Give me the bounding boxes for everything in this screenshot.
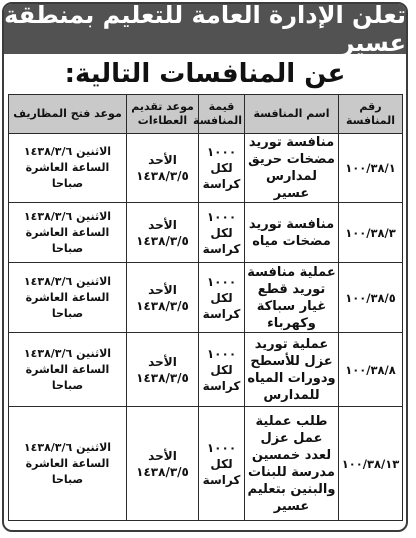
opening-date: الاثنين ١٤٣٨/٣/٦ الساعة العاشرة صباحا: [9, 203, 127, 263]
opening-date: الاثنين ١٤٣٨/٣/٦ الساعة العاشرة صباحا: [9, 333, 127, 407]
tender-name: عملية توريد عزل للأسطح ودورات المياه للمدارس: [245, 333, 339, 407]
table-row: [9, 407, 403, 521]
column-header-number: رقم المنافسة: [339, 95, 403, 134]
table-row: [9, 203, 403, 263]
opening-date: الاثنين ١٤٣٨/٣/٦ الساعة العاشرة صباحا: [9, 263, 127, 333]
column-header-name: اسم المنافسة: [245, 95, 339, 134]
announcement-frame: [2, 2, 408, 532]
column-header-submit-date: موعد تقديم العطاءات: [127, 95, 199, 134]
tenders-table: [8, 94, 403, 521]
tender-name: منافسة توريد مضخات مياه: [245, 203, 339, 263]
table-row: [9, 333, 403, 407]
table-row: [9, 134, 403, 203]
tender-price: ١٠٠٠ لكل كراسة: [199, 263, 245, 333]
submission-date: الأحد ١٤٣٨/٣/٥: [127, 203, 199, 263]
submission-date: الأحد ١٤٣٨/٣/٥: [127, 407, 199, 521]
tender-name: عملية منافسة توريد قطع غيار سباكة وكهرباء: [245, 263, 339, 333]
announcement-title: تعلن الإدارة العامة للتعليم بمنطقة عسير: [4, 2, 406, 57]
tender-number: ١٠٠/٣٨/٣: [339, 203, 403, 263]
tender-price: ١٠٠٠ لكل كراسة: [199, 407, 245, 521]
opening-date: الاثنين ١٤٣٨/٣/٦ الساعة العاشرة صباحا: [9, 407, 127, 521]
tender-price: ١٠٠٠ لكل كراسة: [199, 333, 245, 407]
column-header-price: قيمة المنافسة: [199, 95, 245, 134]
table-header-row: [9, 95, 403, 134]
tender-price: ١٠٠٠ لكل كراسة: [199, 134, 245, 203]
tender-name: منافسة توريد مضخات حريق لمدارس عسير: [245, 134, 339, 203]
table-row: [9, 263, 403, 333]
tender-number: ١٠٠/٣٨/١: [339, 134, 403, 203]
submission-date: الأحد ١٤٣٨/٣/٥: [127, 263, 199, 333]
tender-price: ١٠٠٠ لكل كراسة: [199, 203, 245, 263]
tender-name: طلب عملية عمل عزل لعدد خمسين مدرسة للبنات والبنين بتعليم عسير: [245, 407, 339, 521]
submission-date: الأحد ١٤٣٨/٣/٥: [127, 333, 199, 407]
tender-number: ١٠٠/٣٨/٥: [339, 263, 403, 333]
submission-date: الأحد ١٤٣٨/٣/٥: [127, 134, 199, 203]
announcement-subtitle: عن المنافسات التالية:: [64, 59, 346, 89]
tender-number: ١٠٠/٣٨/١٣: [339, 407, 403, 521]
opening-date: الاثنين ١٤٣٨/٣/٦ الساعة العاشرة صباحا: [9, 134, 127, 203]
column-header-open-date: موعد فتح المظاريف: [9, 95, 127, 134]
tender-number: ١٠٠/٣٨/٨: [339, 333, 403, 407]
